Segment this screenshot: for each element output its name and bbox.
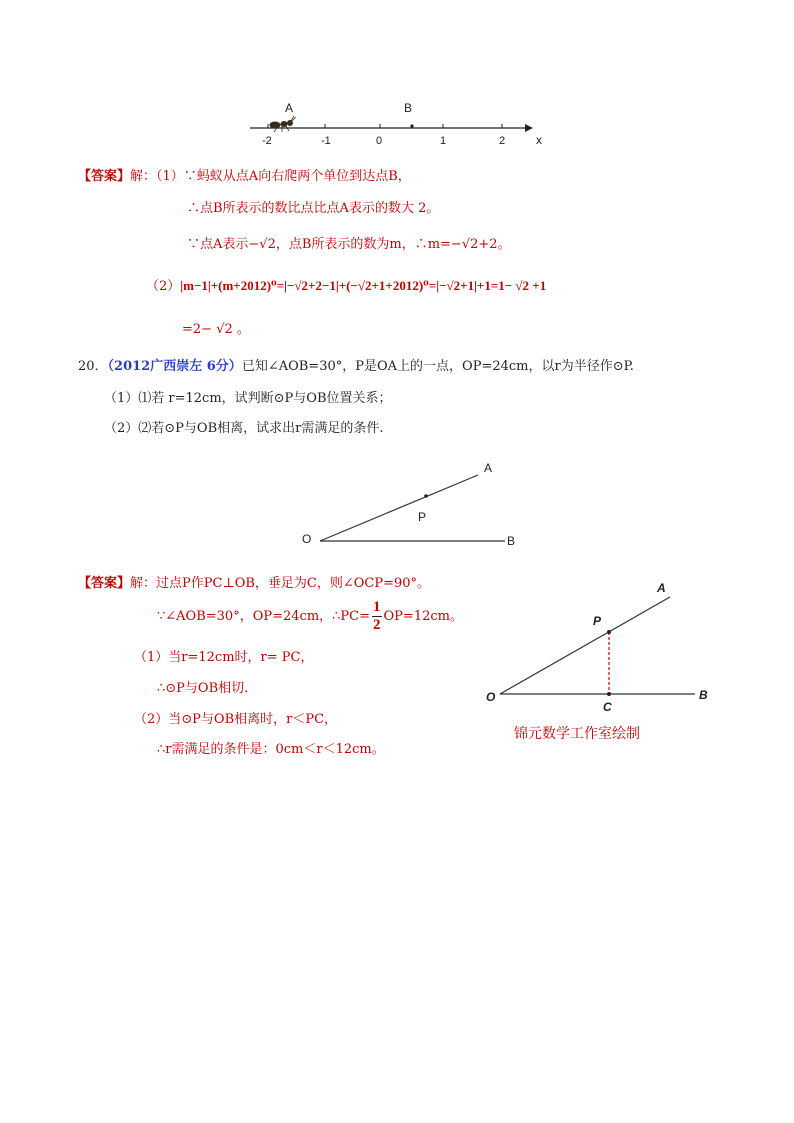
problem-20-q1: （1）⑴若 r=12cm，试判断⊙P与OB位置关系； (104, 391, 392, 406)
label-b: B (699, 688, 708, 702)
answer-19-line4: （2）|m−1|+(m+2012)⁰=|−√2+2−1|+(−√2+1+2012)⁰=|−√2+1|+1=1− √2 +1 (146, 278, 547, 294)
axis-arrow (525, 124, 533, 132)
answer-jie: 解： (130, 576, 157, 591)
answer-20-line5: （2）当⊙P与OB相离时，r＜PC， (134, 712, 338, 727)
answer-tag: 【答案】 (78, 576, 131, 591)
ray-oa (320, 475, 478, 541)
label-p: P (593, 614, 602, 628)
answer-20-line2: ∵∠AOB=30°，OP=24cm，∴PC= $\frac{1}{2}$ OP=12cm。 (157, 599, 463, 633)
answer-19-line1 (78, 165, 411, 184)
tick-label: 2 (499, 135, 506, 147)
problem-20-stem (78, 355, 634, 374)
angle-figure-1 (295, 455, 535, 550)
answer-20-step1: 过点P作PC⊥OB，垂足为C，则∠OCP=90°。 (156, 576, 431, 591)
tick-label: -1 (321, 135, 331, 147)
answer-19-line3: ∵点A表示−√2，点B所表示的数为m，∴m=−√2+2。 (187, 237, 511, 252)
ant-icon (270, 116, 296, 132)
answer-19-line5: =2− √2 。 (182, 322, 250, 337)
problem-number: 20． (78, 359, 108, 374)
problem-stem-text: 已知∠AOB=30°，P是OA上的一点，OP=24cm，以r为半径作⊙P. (241, 359, 634, 374)
tick-label: -2 (262, 135, 272, 147)
label-o: O (302, 532, 312, 546)
label-b: B (404, 101, 413, 115)
formula: |m−1|+(m+2012)⁰=|−√2+2−1|+(−√2+1+2012)⁰=|−√2+1|+1=1− √2 +1 (180, 278, 547, 293)
answer-20-line4: ∴⊙P与OB相切. (157, 681, 249, 696)
fraction-one-half: $\frac{1}{2}$ (373, 599, 381, 633)
label-b: B (507, 534, 516, 548)
point-c (607, 692, 611, 696)
point-b-dot (410, 124, 413, 127)
axis-x-label: x (536, 133, 542, 147)
point-p (424, 494, 428, 498)
answer-20-line6: ∴r需满足的条件是：0cm＜r＜12cm。 (157, 742, 385, 757)
answer-20-line3: （1）当r=12cm时，r= PC， (134, 650, 314, 665)
label-c: C (603, 700, 612, 714)
problem-source: （2012广西崇左 6分） (107, 359, 242, 374)
answer-19-line2: ∴点B所表示的数比点比点A表示的数大 2。 (187, 201, 440, 216)
problem-20-q2: （2）⑵若⊙P与OB相离，试求出r需满足的条件. (104, 421, 384, 436)
answer-tag: 【答案】 (78, 169, 131, 184)
answer-jie: 解： (130, 169, 157, 184)
tick-label: 0 (376, 135, 383, 147)
label-o: O (486, 690, 496, 704)
number-line-figure (240, 95, 560, 150)
label-a: A (484, 461, 493, 475)
label-p: P (418, 510, 427, 524)
answer-19-step1: （1）∵蚂蚁从点A向右爬两个单位到达点B， (156, 169, 411, 184)
label-a: A (285, 101, 294, 115)
angle-figure-2 (480, 575, 720, 745)
ray-oa (500, 597, 670, 694)
figure-caption: 锦元数学工作室绘制 (514, 726, 640, 742)
label-a: A (657, 581, 666, 595)
answer-20-line1 (78, 572, 430, 591)
tick-label: 1 (440, 135, 447, 147)
point-p (607, 630, 611, 634)
